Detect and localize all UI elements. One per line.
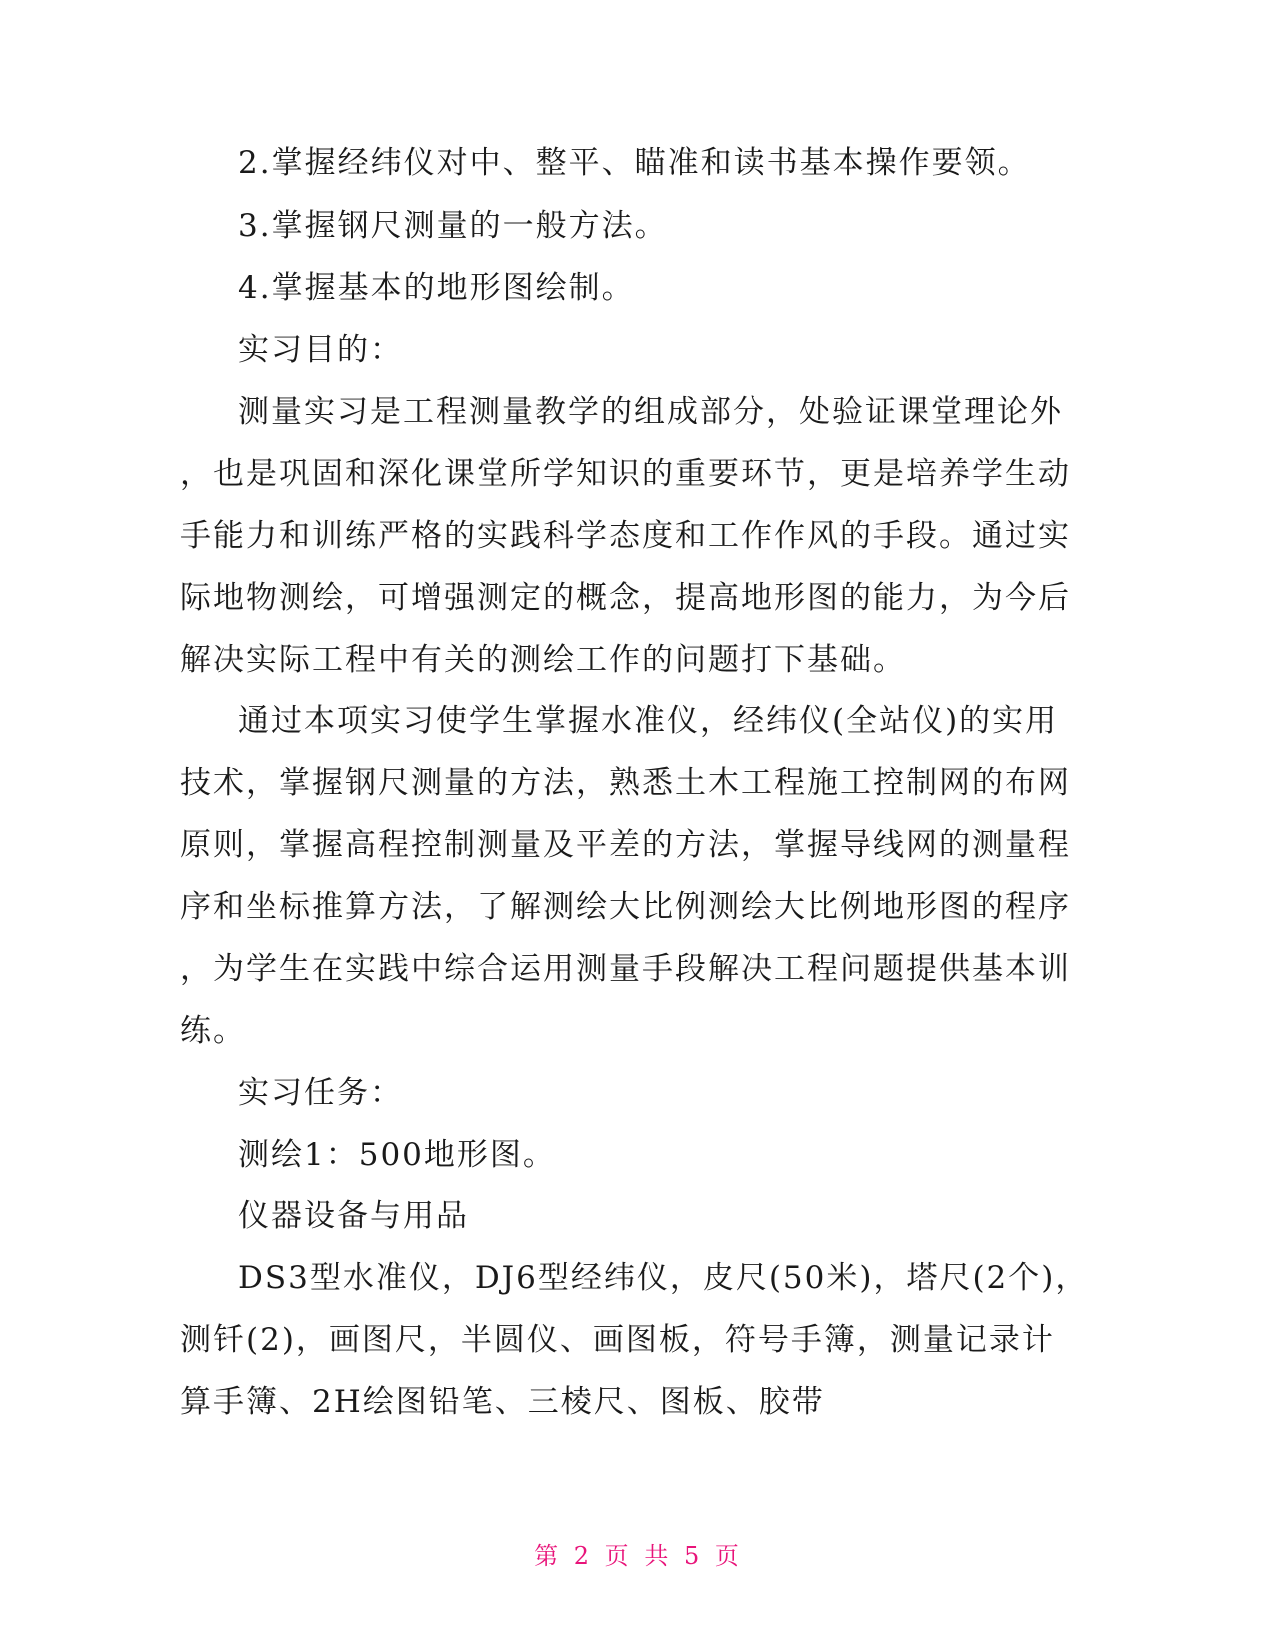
footer-suffix: 页 (714, 1542, 741, 1570)
text-line: 4.掌握基本的地形图绘制。 (238, 270, 635, 306)
section-heading: 实习任务： (238, 1075, 403, 1111)
section-heading: 仪器设备与用品 (238, 1198, 469, 1234)
text-line: 解决实际工程中有关的测绘工作的问题打下基础。 (180, 642, 906, 678)
page-footer (0, 1536, 1275, 1571)
text-line: DS3型水准仪，DJ6型经纬仪，皮尺(50米)，塔尺(2个)， (238, 1260, 1089, 1296)
footer-page-label: 页 (604, 1542, 631, 1570)
text-line: ，也是巩固和深化课堂所学知识的重要环节，更是培养学生动 (180, 456, 1071, 492)
text-line: 3.掌握钢尺测量的一般方法。 (238, 208, 668, 244)
text-line: 练。 (180, 1013, 246, 1049)
text-line: ，为学生在实践中综合运用测量手段解决工程问题提供基本训 (180, 951, 1071, 987)
text-line: 际地物测绘，可增强测定的概念，提高地形图的能力，为今后 (180, 580, 1071, 616)
current-page-number: 2 (573, 1542, 592, 1570)
footer-prefix: 第 (534, 1542, 561, 1570)
text-line: 算手簿、2H绘图铅笔、三棱尺、图板、胶带 (180, 1384, 825, 1420)
section-heading: 实习目的： (238, 332, 403, 368)
text-line: 测钎(2)，画图尺，半圆仪、画图板，符号手簿，测量记录计 (180, 1322, 1055, 1358)
text-line: 序和坐标推算方法，了解测绘大比例测绘大比例地形图的程序 (180, 889, 1071, 925)
text-line: 通过本项实习使学生掌握水准仪，经纬仪(全站仪)的实用 (238, 703, 1059, 739)
text-line: 2.掌握经纬仪对中、整平、瞄准和读书基本操作要领。 (238, 145, 1031, 181)
text-line: 技术，掌握钢尺测量的方法，熟悉土木工程施工控制网的布网 (180, 765, 1071, 801)
text-line: 测绘1：500地形图。 (238, 1137, 556, 1173)
text-line: 测量实习是工程测量教学的组成部分，处验证课堂理论外 (238, 394, 1063, 430)
text-line: 手能力和训练严格的实践科学态度和工作作风的手段。通过实 (180, 518, 1071, 554)
footer-total-label: 共 (644, 1542, 671, 1570)
total-pages-number: 5 (683, 1542, 702, 1570)
text-line: 原则，掌握高程控制测量及平差的方法，掌握导线网的测量程 (180, 827, 1071, 863)
